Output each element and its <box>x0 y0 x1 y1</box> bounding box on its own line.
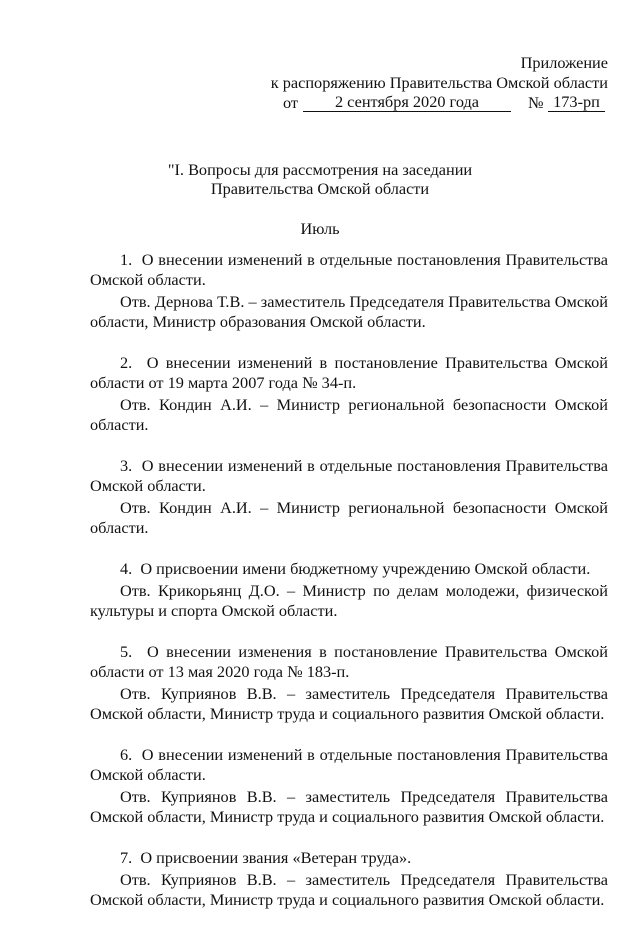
agenda-item-responsible: Отв. Крикорьянц Д.О. – Министр по делам молодежи, физической культуры и спорта Омской области. <box>90 581 608 620</box>
agenda-item <box>90 848 608 910</box>
agenda-item-responsible: Отв. Куприянов В.В. – заместитель Председателя Правительства Омской области, Министр труда и социального развития Омской области. <box>90 787 608 826</box>
agenda-item <box>90 559 608 621</box>
appendix-date-line <box>283 93 613 113</box>
agenda-item-title: О внесении изменений в отдельные постановления Правительства Омской области. <box>90 745 609 784</box>
agenda-list <box>90 250 608 931</box>
agenda-item-responsible: Отв. Куприянов В.В. – заместитель Председателя Правительства Омской области, Министр труда и социального развития Омской области. <box>90 870 608 909</box>
agenda-item <box>90 642 608 724</box>
appendix-header <box>271 53 608 93</box>
section-heading-line-1: "I. Вопросы для рассмотрения на заседании <box>167 160 473 179</box>
agenda-item-text <box>90 456 608 496</box>
agenda-item-number: 7. <box>120 848 133 867</box>
agenda-item-responsible: Отв. Куприянов В.В. – заместитель Председателя Правительства Омской области, Министр труда и социального развития Омской области. <box>90 684 608 723</box>
agenda-item-title: О присвоении звания «Ветеран труда». <box>140 848 412 867</box>
agenda-item-text <box>90 745 608 785</box>
agenda-item-number: 1. <box>120 250 133 269</box>
agenda-item-text <box>90 353 608 393</box>
agenda-item <box>90 353 608 435</box>
agenda-item-title: О внесении изменений в отдельные постановления Правительства Омской области. <box>90 250 609 289</box>
agenda-item-text <box>90 642 608 682</box>
agenda-item <box>90 745 608 827</box>
agenda-item-text <box>90 250 608 290</box>
agenda-item-title: О присвоении имени бюджетному учреждению Омской области. <box>140 559 591 578</box>
agenda-item-number: 3. <box>120 456 133 475</box>
agenda-item-responsible: Отв. Кондин А.И. – Министр региональной безопасности Омской области. <box>90 395 608 434</box>
appendix-reference: к распоряжению Правительства Омской области <box>270 73 608 92</box>
appendix-number: 173-рп <box>548 93 605 112</box>
section-heading-line-2: Правительства Омской области <box>210 179 430 198</box>
agenda-item-number: 2. <box>120 353 133 372</box>
agenda-item-title: О внесении изменений в отдельные постановления Правительства Омской области. <box>90 456 609 495</box>
agenda-item-text <box>90 559 608 579</box>
appendix-date: 2 сентября 2020 года <box>303 93 511 112</box>
agenda-item-text <box>90 848 608 868</box>
month-heading: Июль <box>300 219 340 238</box>
agenda-item <box>90 250 608 332</box>
agenda-item-title: О внесении изменения в постановление Правительства Омской области от 13 мая 2020 года № 183-п. <box>90 642 608 681</box>
appendix-title: Приложение <box>520 53 608 72</box>
agenda-item <box>90 456 608 538</box>
agenda-item-title: О внесении изменений в постановление Правительства Омской области от 19 марта 2007 года № 34-п. <box>90 353 609 392</box>
agenda-item-responsible: Отв. Кондин А.И. – Министр региональной безопасности Омской области. <box>90 498 608 537</box>
agenda-item-number: 4. <box>120 559 133 578</box>
agenda-item-responsible: Отв. Дернова Т.В. – заместитель Председателя Правительства Омской области, Министр образования Омской области. <box>90 292 608 331</box>
agenda-item-number: 5. <box>120 642 133 661</box>
number-label: № <box>528 93 544 112</box>
date-prefix: от <box>283 93 299 112</box>
agenda-item-number: 6. <box>120 745 133 764</box>
